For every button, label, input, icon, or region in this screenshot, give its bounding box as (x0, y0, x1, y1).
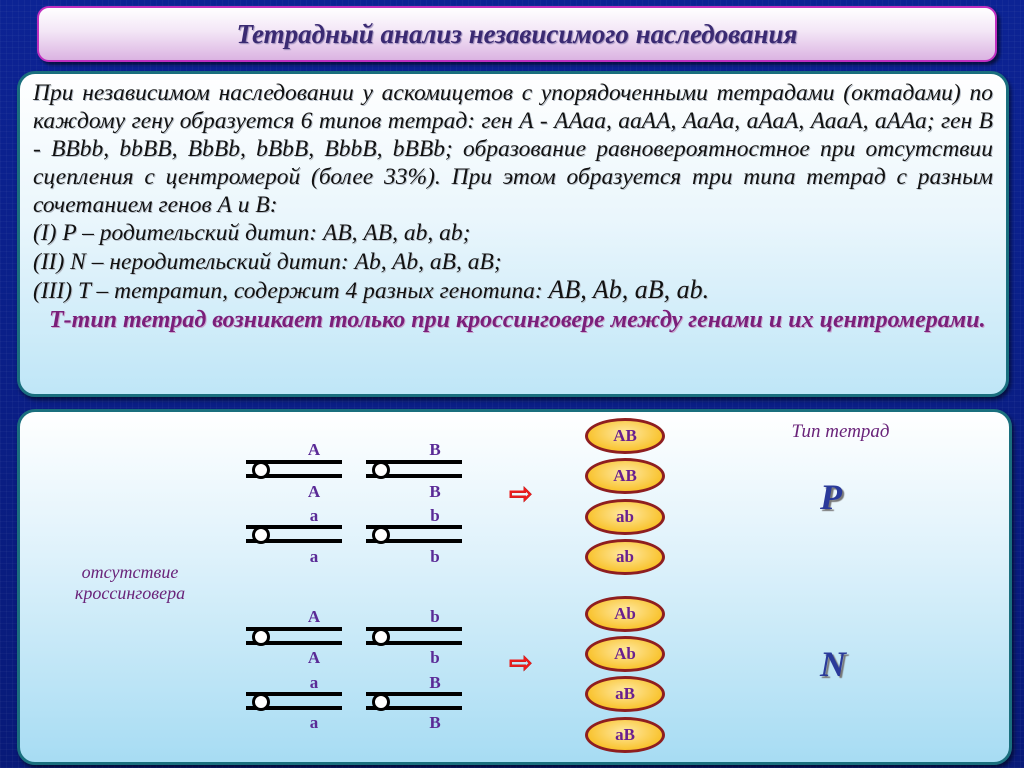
tetrad-type-t-genotypes: AB, Ab, aB, ab. (548, 275, 710, 304)
tetrad-type-p-letter: P (820, 477, 842, 517)
spore-oval: aB (585, 676, 665, 712)
spore-oval: AB (585, 458, 665, 494)
t-type-emphasis: Т-тип тетрад возникает только при кроссинговере между генами и их центромерами. (49, 306, 986, 333)
spore-oval: ab (585, 539, 665, 575)
slide-title: Тетрадный анализ независимого наследования (236, 18, 798, 49)
tetrad-type-n-letter: N (820, 644, 846, 684)
gene-label: B (429, 482, 441, 501)
chromosome-pair-b1 (366, 460, 462, 478)
tetrad-type-t-text: (III) T – тетратип, содержит 4 разных генотипа: (33, 278, 549, 304)
gene-label: b (430, 547, 440, 566)
gene-label: a (309, 713, 319, 732)
gene-label: B (429, 673, 441, 692)
centromere-icon (372, 628, 390, 646)
spore-oval: Ab (585, 636, 665, 672)
spore-oval: ab (585, 499, 665, 535)
text-panel (17, 71, 1009, 397)
gene-label: B (429, 440, 441, 459)
centromere-icon (252, 461, 270, 479)
gene-label: A (307, 440, 321, 459)
tetrad-type-t-line (33, 276, 993, 306)
centromere-icon (252, 693, 270, 711)
chromosome-pair-b2 (366, 525, 462, 543)
tetrad-type-title: Тип тетрад (791, 421, 890, 442)
intro-paragraph: При независимом наследовании у аскомицетов с упорядоченными тетрадами (октадами) по каждому гену образуется 6 типов тетрад: ген А - ААаа, ааАА, АаАа, аАаА, АааА, аААа; ген В - ВВbb, bbBB, BbBb, bBbB, BbbB, bBBb; образование равновероятностное при отсутствии сцепления с центромерой (более 33%). При этом образуется три типа тетрад с разным сочетанием генов А и В: (33, 80, 993, 218)
gene-label: a (309, 547, 319, 566)
centromere-icon (372, 526, 390, 544)
title-bar (37, 6, 997, 62)
gene-label: A (307, 607, 321, 626)
no-crossover-label: отсутствие кроссинговера (74, 562, 186, 603)
gene-label: A (307, 648, 321, 667)
spore-oval: aB (585, 717, 665, 753)
spore-oval: Ab (585, 596, 665, 632)
gene-label: b (430, 506, 440, 525)
gene-label: b (430, 607, 440, 626)
gene-label: A (307, 482, 321, 501)
gene-label: a (309, 506, 319, 525)
chromosome-pair-a1 (246, 460, 342, 478)
right-arrow-icon: ⇨ (509, 479, 533, 510)
right-arrow-icon: ⇨ (509, 648, 533, 679)
centromere-icon (252, 628, 270, 646)
chromosome-pair-a4 (246, 692, 342, 710)
tetrad-type-p-line: (I) P – родительский дитип: АВ, АВ, ab, ab; (33, 220, 471, 246)
gene-label: B (429, 713, 441, 732)
chromosome-pair-b4 (366, 692, 462, 710)
tetrad-type-n-line: (II) N – неродительский дитип: Ab, Ab, aB, aB; (33, 248, 502, 275)
chromosome-pair-b3 (366, 627, 462, 645)
centromere-icon (372, 461, 390, 479)
centromere-icon (252, 526, 270, 544)
gene-label: b (430, 648, 440, 667)
chromosome-pair-a2 (246, 525, 342, 543)
chromosome-pair-a3 (246, 627, 342, 645)
centromere-icon (372, 693, 390, 711)
spore-oval: AB (585, 418, 665, 454)
gene-label: a (309, 673, 319, 692)
